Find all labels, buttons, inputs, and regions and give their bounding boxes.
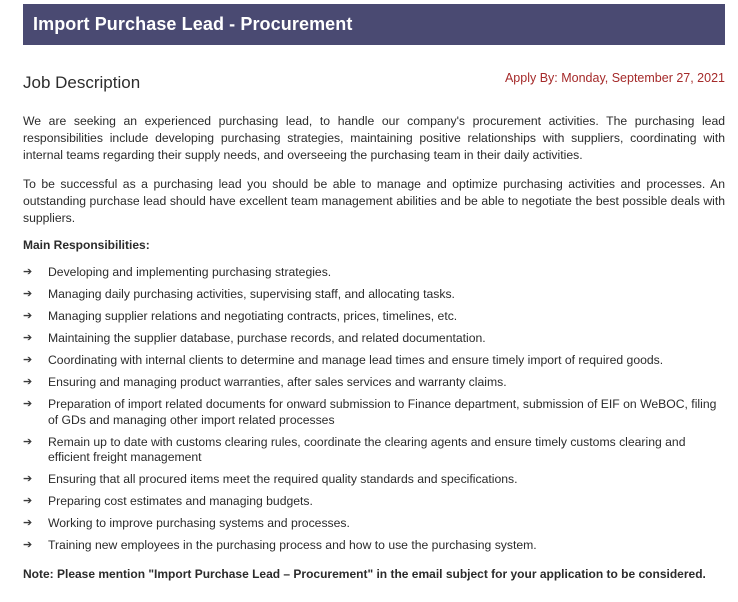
arrow-right-icon: ➔ <box>23 517 33 529</box>
responsibility-text: Ensuring and managing product warranties, after sales services and warranty claims. <box>48 375 507 389</box>
list-item <box>23 435 725 466</box>
responsibility-text: Preparing cost estimates and managing budgets. <box>48 494 313 508</box>
arrow-right-icon: ➔ <box>23 376 33 388</box>
arrow-right-icon: ➔ <box>23 398 33 410</box>
arrow-right-icon: ➔ <box>23 332 33 344</box>
list-item <box>23 538 725 554</box>
job-content <box>23 70 725 581</box>
responsibility-text: Ensuring that all procured items meet the required quality standards and specifications. <box>48 472 518 486</box>
list-item <box>23 375 725 391</box>
arrow-right-icon: ➔ <box>23 288 33 300</box>
arrow-right-icon: ➔ <box>23 266 33 278</box>
responsibility-text: Preparation of import related documents for onward submission to Finance department, submission of EIF on WeBOC, filing of GDs and managing other import related processes <box>48 397 717 427</box>
job-description-title-row <box>23 70 725 96</box>
responsibility-text: Training new employees in the purchasing process and how to use the purchasing system. <box>48 538 537 552</box>
list-item <box>23 265 725 281</box>
responsibility-text: Managing supplier relations and negotiating contracts, prices, timelines, etc. <box>48 309 458 323</box>
application-note: Note: Please mention "Import Purchase Lead – Procurement" in the email subject for your application to be considered. <box>23 566 706 581</box>
job-description-paragraph-1: We are seeking an experienced purchasing lead, to handle our company's procurement activities. The purchasing lead responsibilities include developing purchasing strategies, maintaining positive relationships with suppliers, coordinating with internal teams regarding their supply needs, and overseeing the purchasing team in their daily activities. <box>23 114 725 162</box>
list-item <box>23 494 725 510</box>
list-item <box>23 472 725 488</box>
responsibility-text: Coordinating with internal clients to determine and manage lead times and ensure timely import of required goods. <box>48 353 664 367</box>
responsibility-text: Working to improve purchasing systems and processes. <box>48 516 350 530</box>
job-header-bar <box>23 4 725 45</box>
job-title: Import Purchase Lead - Procurement <box>33 14 353 34</box>
list-item <box>23 353 725 369</box>
responsibility-text: Remain up to date with customs clearing rules, coordinate the clearing agents and ensure timely customs clearing and efficient freight management <box>48 434 686 464</box>
list-item <box>23 287 725 303</box>
list-item <box>23 309 725 325</box>
arrow-right-icon: ➔ <box>23 354 33 366</box>
job-description-heading: Job Description <box>23 73 141 92</box>
list-item <box>23 397 725 428</box>
job-description-paragraph-2: To be successful as a purchasing lead you should be able to manage and optimize purchasing activities and processes. An outstanding purchase lead should have excellent team management abilities and be able to negotiate the best possible deals with suppliers. <box>23 177 725 225</box>
list-item <box>23 331 725 347</box>
arrow-right-icon: ➔ <box>23 539 33 551</box>
arrow-right-icon: ➔ <box>23 310 33 322</box>
apply-by-date: Apply By: Monday, September 27, 2021 <box>504 71 725 85</box>
arrow-right-icon: ➔ <box>23 435 33 448</box>
main-responsibilities-heading: Main Responsibilities: <box>23 238 150 252</box>
list-item <box>23 516 725 532</box>
arrow-right-icon: ➔ <box>23 495 33 507</box>
arrow-right-icon: ➔ <box>23 473 33 485</box>
responsibility-text: Maintaining the supplier database, purchase records, and related documentation. <box>48 331 486 345</box>
responsibilities-list <box>23 265 725 554</box>
responsibility-text: Developing and implementing purchasing strategies. <box>48 265 332 279</box>
responsibility-text: Managing daily purchasing activities, supervising staff, and allocating tasks. <box>48 287 455 301</box>
